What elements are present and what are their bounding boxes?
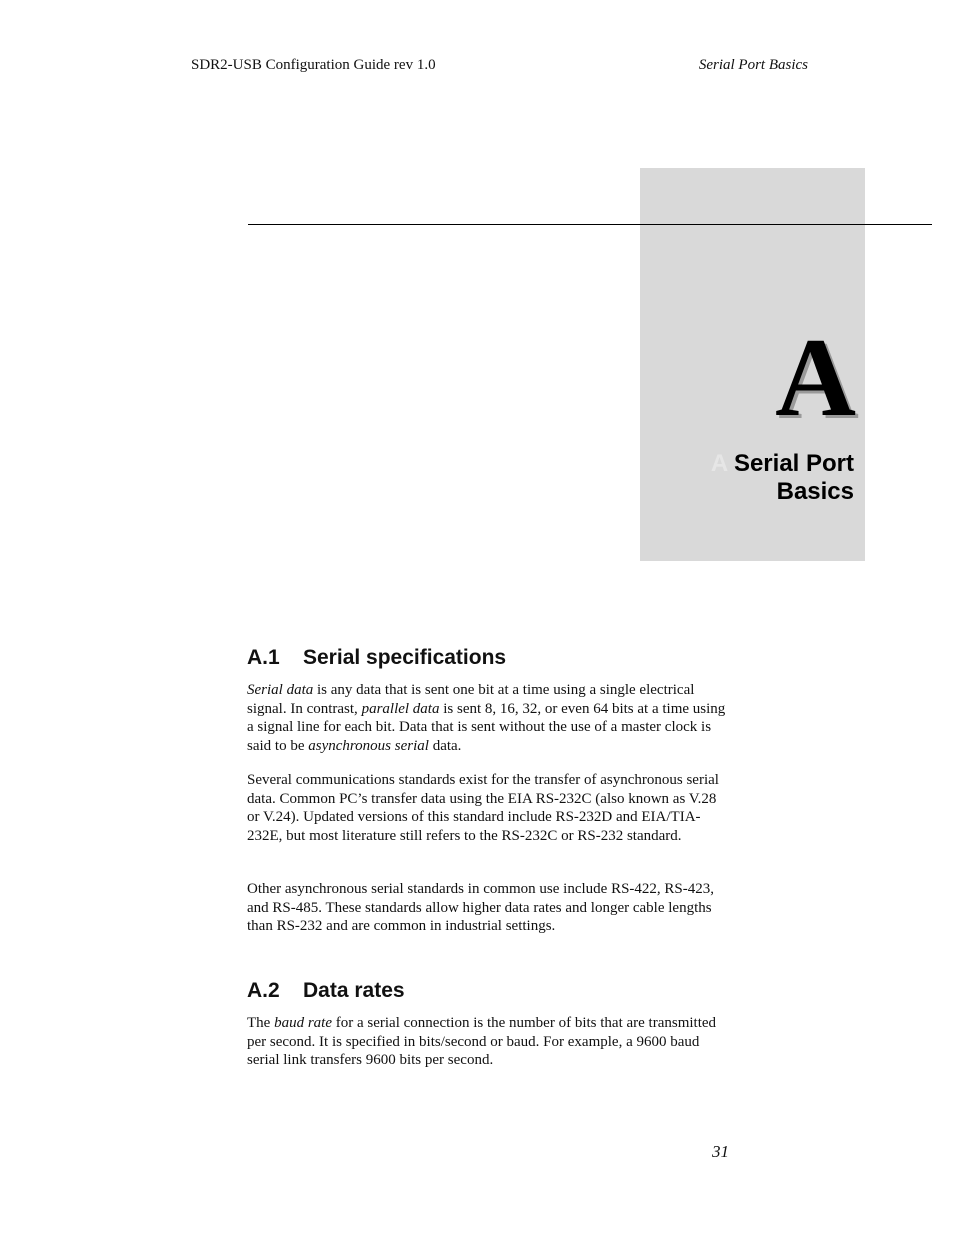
chapter-title-line2: Basics [776, 478, 854, 505]
text-run: is any data that is sent one bit at a time using a single electrical signal. In contrast, [247, 682, 695, 717]
text-run: for a serial connection is the number of bits that are transmitted per second. It is specified in bits/second or baud. For example, a 9600 baud serial link transfers 9600 bits per second. [247, 1015, 717, 1069]
chapter-rule [248, 224, 932, 225]
text-run: data. [428, 737, 462, 754]
section-title: Serial specifications [303, 646, 507, 669]
paragraph [247, 681, 732, 755]
running-header-title: SDR2-USB Configuration Guide rev 1.0 [191, 57, 436, 73]
paragraph [247, 880, 732, 936]
paragraph [247, 771, 732, 845]
chapter-title-prefix: A [710, 450, 728, 477]
emphasis-term: baud rate [274, 1015, 332, 1031]
text-run: Several communications standards exist for the transfer of asynchronous serial data. Common PC’s transfer data using the EIA RS-232C (also known as V.28 or V.24). Updated versions of this standard include RS-232D and EIA/TIA-232E, but most literature still refers to the RS-232C or RS-232 standard. [247, 772, 719, 844]
text-run: Other asynchronous serial standards in common use include RS-422, RS-423, and RS-485. These standards allow higher data rates and longer cable lengths than RS-232 and are common in industrial settings. [247, 881, 715, 935]
emphasis-term: Serial data [247, 682, 314, 698]
emphasis-term: asynchronous serial [308, 737, 429, 754]
running-header-chapter: Serial Port Basics [698, 57, 808, 73]
text-run: The [247, 1015, 275, 1031]
section-heading-a1 [247, 646, 506, 670]
chapter-letter: A [775, 316, 856, 440]
section-title: Data rates [303, 979, 405, 1002]
section-number: A.2 [247, 979, 280, 1002]
emphasis-term: parallel data [361, 700, 440, 717]
page-number: 31 [712, 1142, 729, 1161]
chapter-title-line1: Serial Port [733, 450, 854, 477]
section-heading-a2 [247, 979, 405, 1003]
paragraph [247, 1014, 732, 1070]
text-run: is sent 8, 16, 32, or even 64 bits at a time using a signal line for each bit. Data that is sent without the use of a master clock is said to be [247, 700, 726, 754]
section-number: A.1 [247, 646, 280, 669]
chapter-title [654, 450, 854, 506]
